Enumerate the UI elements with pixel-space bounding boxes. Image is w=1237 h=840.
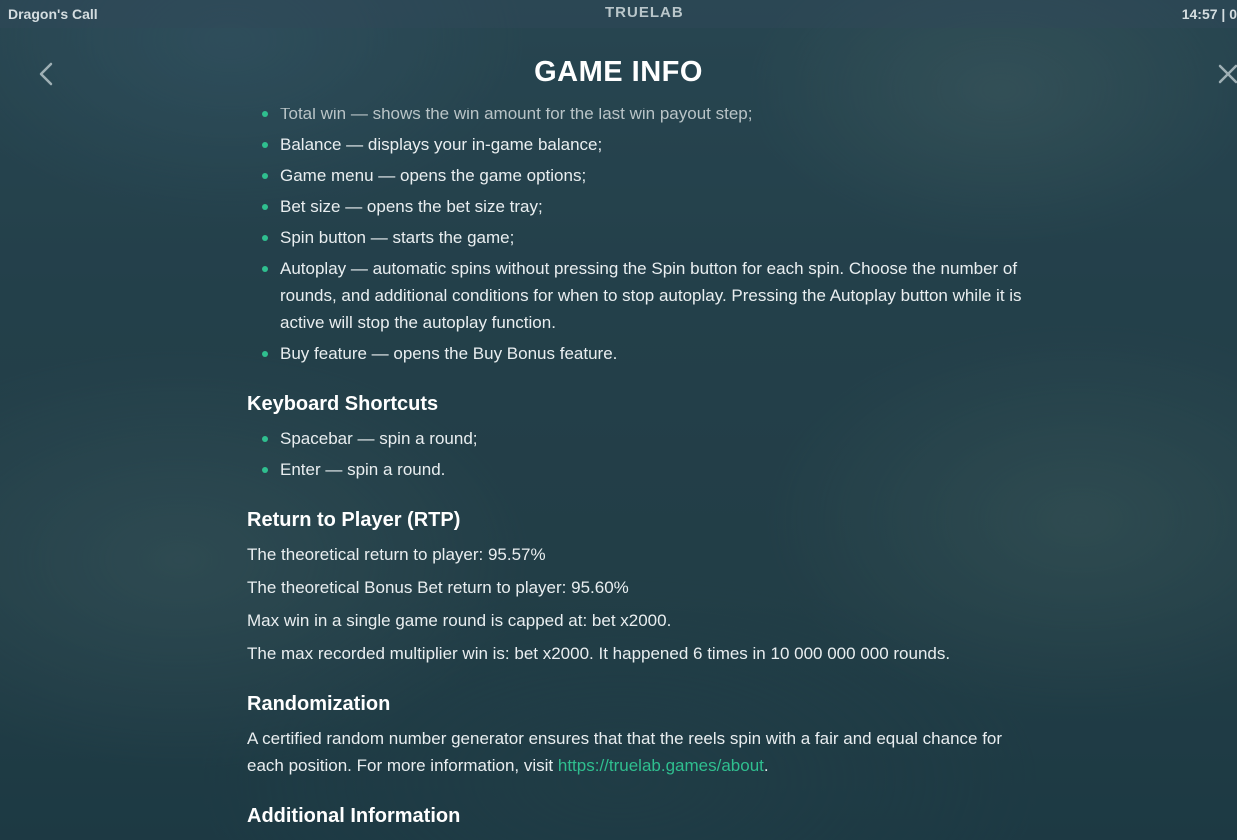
list-item: Enter — spin a round. (280, 456, 1037, 483)
list-item: Total win — shows the win amount for the last win payout step; (280, 108, 1037, 127)
additional-heading: Additional Information (247, 805, 461, 827)
list-item: Autoplay — automatic spins without pressing the Spin button for each spin. Choose the number of rounds, and additional conditions for when to stop autoplay. Pressing the Autoplay button while it is active will stop the autoplay function. (280, 255, 1037, 336)
rtp-heading: Return to Player (RTP) (247, 509, 461, 531)
rtp-line: Max win in a single game round is capped at: bet x2000. (247, 611, 672, 630)
keyboard-list (247, 425, 1037, 483)
brand-logo: TRUELAB (605, 4, 684, 21)
page-title: GAME INFO (534, 56, 703, 88)
randomization-text (247, 725, 1037, 779)
list-item: Game menu — opens the game options; (280, 162, 1037, 189)
info-scroll-area[interactable] (0, 108, 1237, 840)
top-bar (0, 0, 1237, 28)
clock: 14:57 | 0 (1181, 6, 1237, 22)
about-link[interactable]: https://truelab.games/about (557, 756, 764, 775)
randomization-suffix: . (763, 756, 769, 775)
list-item: Spacebar — spin a round; (280, 425, 1037, 452)
randomization-body: A certified random number generator ensures that that the reels spin with a fair and equal chance for each position. For more information, visit (247, 729, 1003, 775)
close-icon (1216, 60, 1237, 88)
rtp-line: The theoretical Bonus Bet return to player: 95.60% (247, 578, 629, 597)
list-item: Spin button — starts the game; (280, 224, 1037, 251)
game-title: Dragon's Call (8, 6, 98, 22)
rtp-line: The theoretical return to player: 95.57% (247, 545, 546, 564)
list-item: Balance — displays your in-game balance; (280, 131, 1037, 158)
close-button[interactable] (1216, 60, 1237, 88)
list-item: Buy feature — opens the Buy Bonus feature. (280, 340, 1037, 367)
info-content (247, 108, 1037, 837)
randomization-heading: Randomization (247, 693, 391, 715)
keyboard-heading: Keyboard Shortcuts (247, 393, 439, 415)
rtp-line: The max recorded multiplier win is: bet x2000. It happened 6 times in 10 000 000 000 rounds. (247, 644, 951, 663)
list-item: Bet size — opens the bet size tray; (280, 193, 1037, 220)
controls-list (247, 108, 1037, 367)
